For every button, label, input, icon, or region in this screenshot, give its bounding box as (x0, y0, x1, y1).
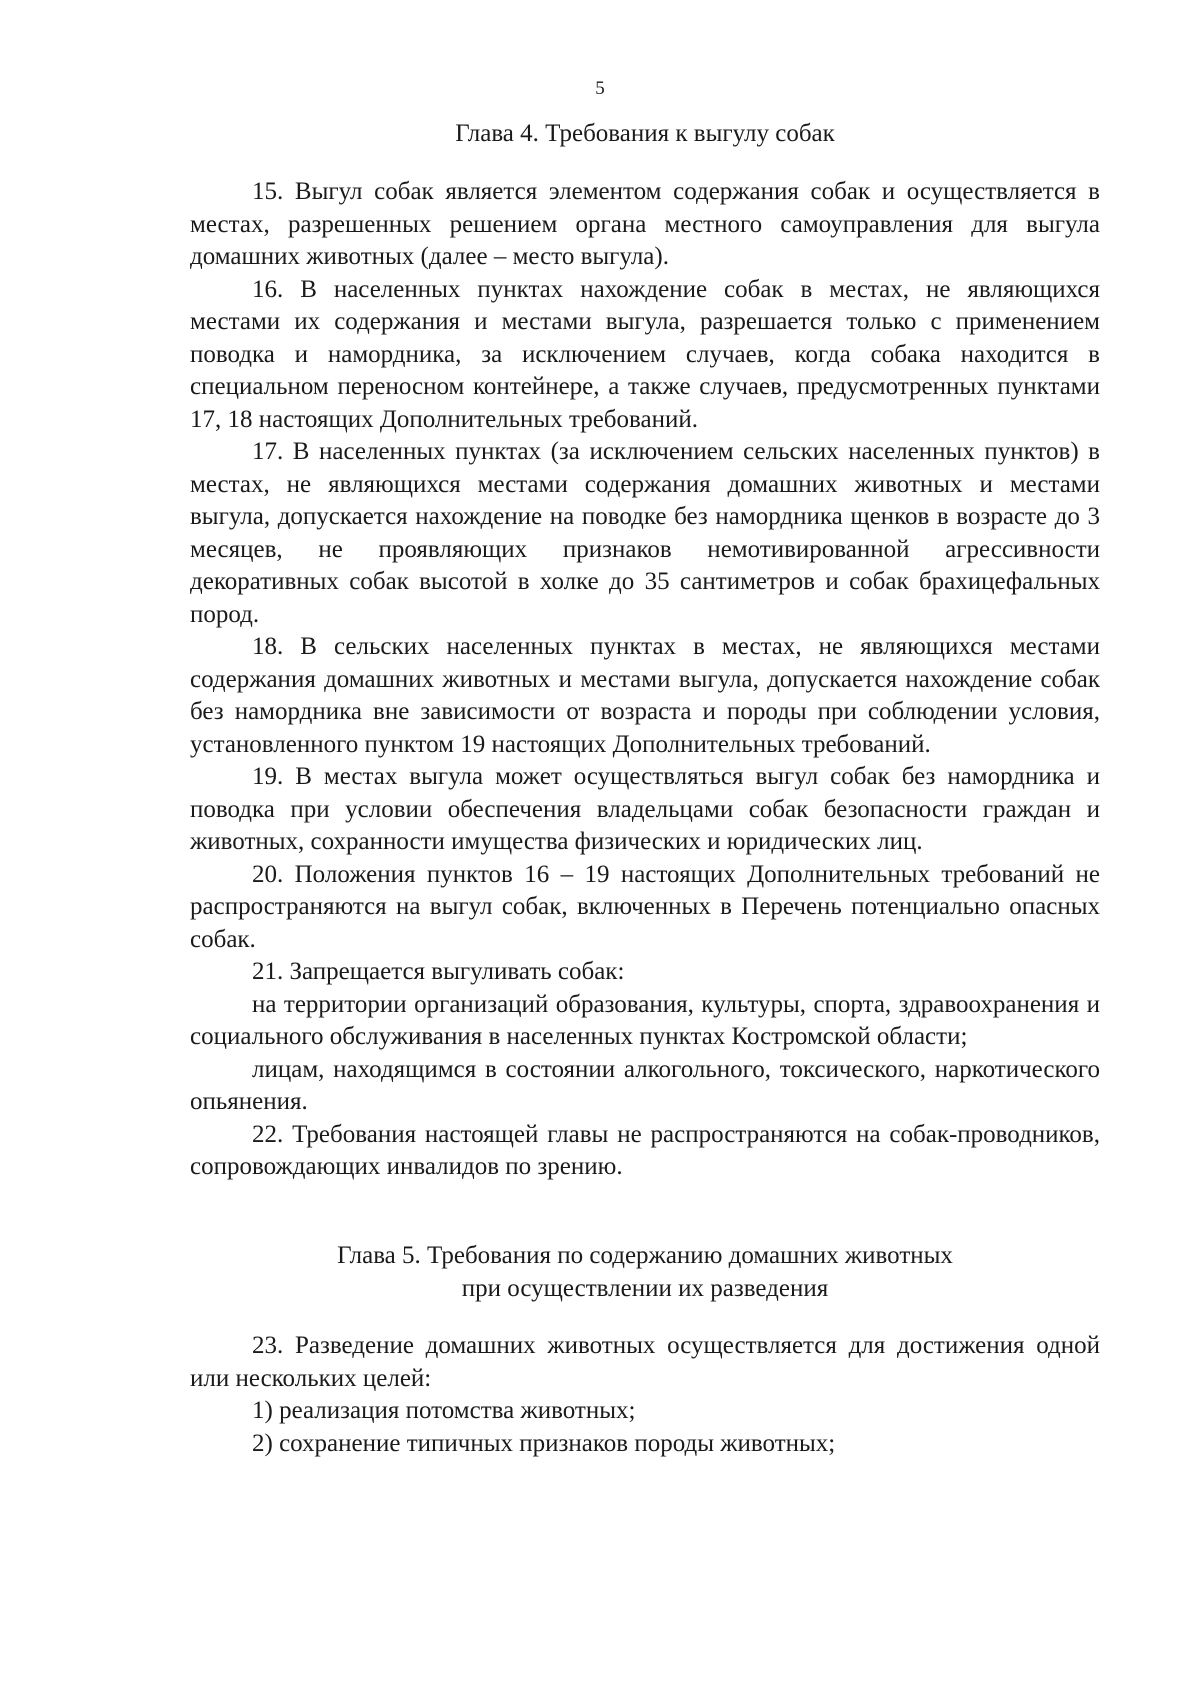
paragraph-20: 20. Положения пунктов 16 – 19 настоящих Дополнительных требований не распространяются на выгул собак, включенных в Перечень потенциально опасных собак. (190, 860, 1100, 953)
paragraph-18: 18. В сельских населенных пунктах в местах, не являющихся местами содержания домашних животных и местами выгула, допускается нахождение собак без намордника вне зависимости от возраста и породы при соблюдении условия, установленного пунктом 19 настоящих Дополнительных требований. (190, 633, 1100, 758)
paragraph-21: 21. Запрещается выгуливать собак: (252, 958, 625, 985)
chapter-5-body (190, 1330, 1100, 1460)
paragraph-19: 19. В местах выгула может осуществляться выгул собак без намордника и поводка при условии обеспечения владельцами собак безопасности граждан и животных, сохранности имущества физических и юридических лиц. (190, 763, 1100, 855)
paragraph-21-item-2: лицам, находящимся в состоянии алкогольного, токсического, наркотического опьянения. (190, 1055, 1100, 1115)
paragraph-23-item-2: 2) сохранение типичных признаков породы животных; (252, 1429, 836, 1457)
paragraph-23: 23. Разведение домашних животных осуществляется для достижения одной или нескольких целей: (190, 1332, 1100, 1392)
chapter-5-title-line-2: при осуществлении их разведения (461, 1274, 829, 1302)
chapter-4-body (190, 176, 1100, 1184)
chapter-5-title (190, 1240, 1100, 1305)
paragraph-16: 16. В населенных пунктах нахождение собак в местах, не являющихся местами их содержания и местами выгула, разрешается только с применением поводка и намордника, за исключением случаев, когда собака находится в специальном переносном контейнере, а также случаев, предусмотренных пунктами 17, 18 настоящих Дополнительных требований. (190, 275, 1100, 433)
page-number: 5 (595, 78, 605, 99)
paragraph-21-item-1: на территории организаций образования, культуры, спорта, здравоохранения и социального обслуживания в населенных пунктах Костромской области; (190, 990, 1100, 1050)
chapter-5-title-line-1: Глава 5. Требования по содержанию домашних животных (337, 1242, 953, 1269)
paragraph-23-item-1: 1) реализация потомства животных; (252, 1397, 636, 1424)
chapter-4-title: Глава 4. Требования к выгулу собак (455, 120, 835, 147)
paragraph-22: 22. Требования настоящей главы не распространяются на собак-проводников, сопровождающих инвалидов по зрению. (190, 1120, 1100, 1180)
paragraph-15: 15. Выгул собак является элементом содержания собак и осуществляется в местах, разрешенных решением органа местного самоуправления для выгула домашних животных (далее – место выгула). (190, 178, 1100, 270)
paragraph-17: 17. В населенных пунктах (за исключением сельских населенных пунктов) в местах, не являющихся местами содержания домашних животных и местами выгула, допускается нахождение на поводке без намордника щенков в возрасте до 3 месяцев, не проявляющих признаков немотивированной агрессивности декоративных собак высотой в холке до 35 сантиметров и собак брахицефальных пород. (190, 438, 1100, 628)
